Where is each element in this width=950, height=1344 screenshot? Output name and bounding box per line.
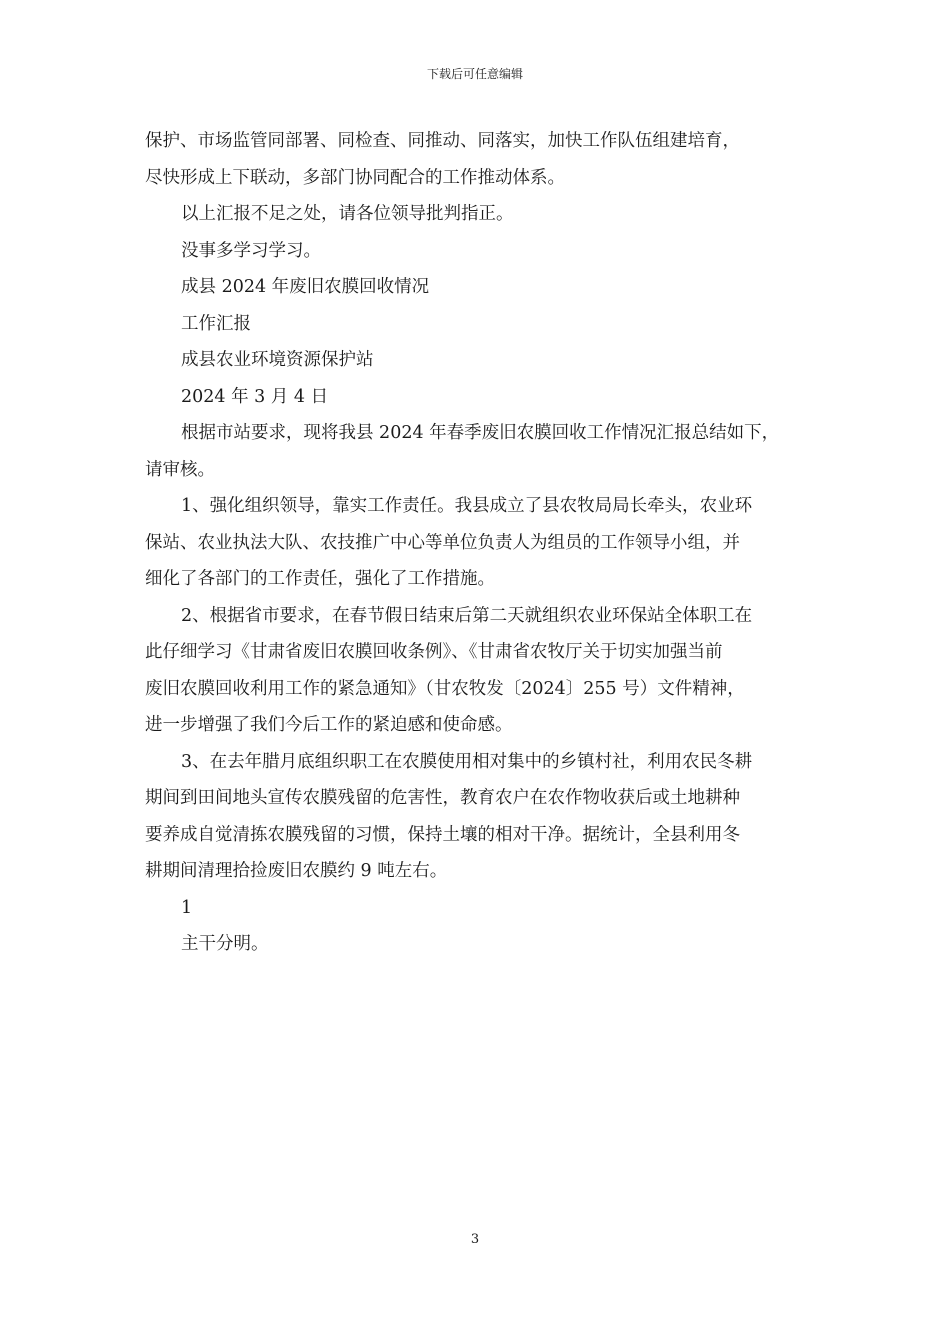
text-line: 此仔细学习《甘肃省废旧农膜回收条例》、《甘肃省农牧厅关于切实加强当前	[145, 642, 723, 662]
text-line: 2024 年 3 月 4 日	[181, 386, 329, 407]
text-line: 要养成自觉清拣农膜残留的习惯，保持土壤的相对干净。据统计，全县利用冬	[145, 824, 740, 845]
text-line: 主干分明。	[181, 934, 269, 954]
text-line: 成县农业环境资源保护站	[181, 350, 374, 370]
text-line: 根据市站要求，现将我县 2024 年春季废旧农膜回收工作情况汇报总结如下，	[181, 423, 780, 443]
text-line: 2、根据省市要求，在春节假日结束后第二天就组织农业环保站全体职工在	[181, 605, 753, 626]
text-line: 3、在去年腊月底组织职工在农膜使用相对集中的乡镇村社，利用农民冬耕	[181, 751, 753, 772]
text-line: 工作汇报	[181, 313, 251, 334]
text-line: 1	[181, 897, 193, 918]
text-line: 保站、农业执法大队、农技推广中心等单位负责人为组员的工作领导小组，并	[145, 532, 740, 553]
text-line: 保护、市场监管同部署、同检查、同推动、同落实，加快工作队伍组建培育，	[145, 131, 740, 151]
header-note: 下载后可任意编辑	[426, 67, 523, 81]
page-number: 3	[470, 1232, 480, 1247]
text-line: 尽快形成上下联动，多部门协同配合的工作推动体系。	[145, 167, 565, 188]
text-line: 耕期间清理拾捡废旧农膜约 9 吨左右。	[145, 861, 448, 881]
document-body	[145, 123, 810, 963]
text-line: 以上汇报不足之处，请各位领导批判指正。	[181, 204, 514, 224]
text-line: 成县 2024 年废旧农膜回收情况	[181, 277, 430, 297]
text-line: 废旧农膜回收利用工作的紧急通知》（甘农牧发〔2024〕255 号）文件精神，	[145, 678, 745, 699]
text-line: 期间到田间地头宣传农膜残留的危害性，教育农户在农作物收获后或土地耕种	[145, 788, 740, 808]
text-line: 进一步增强了我们今后工作的紧迫感和使命感。	[145, 715, 513, 735]
text-line: 细化了各部门的工作责任，强化了工作措施。	[145, 569, 495, 589]
text-line: 请审核。	[145, 459, 215, 480]
text-line: 没事多学习学习。	[181, 240, 321, 261]
text-line: 1、强化组织领导，靠实工作责任。我县成立了县农牧局局长牵头，农业环	[181, 496, 753, 516]
